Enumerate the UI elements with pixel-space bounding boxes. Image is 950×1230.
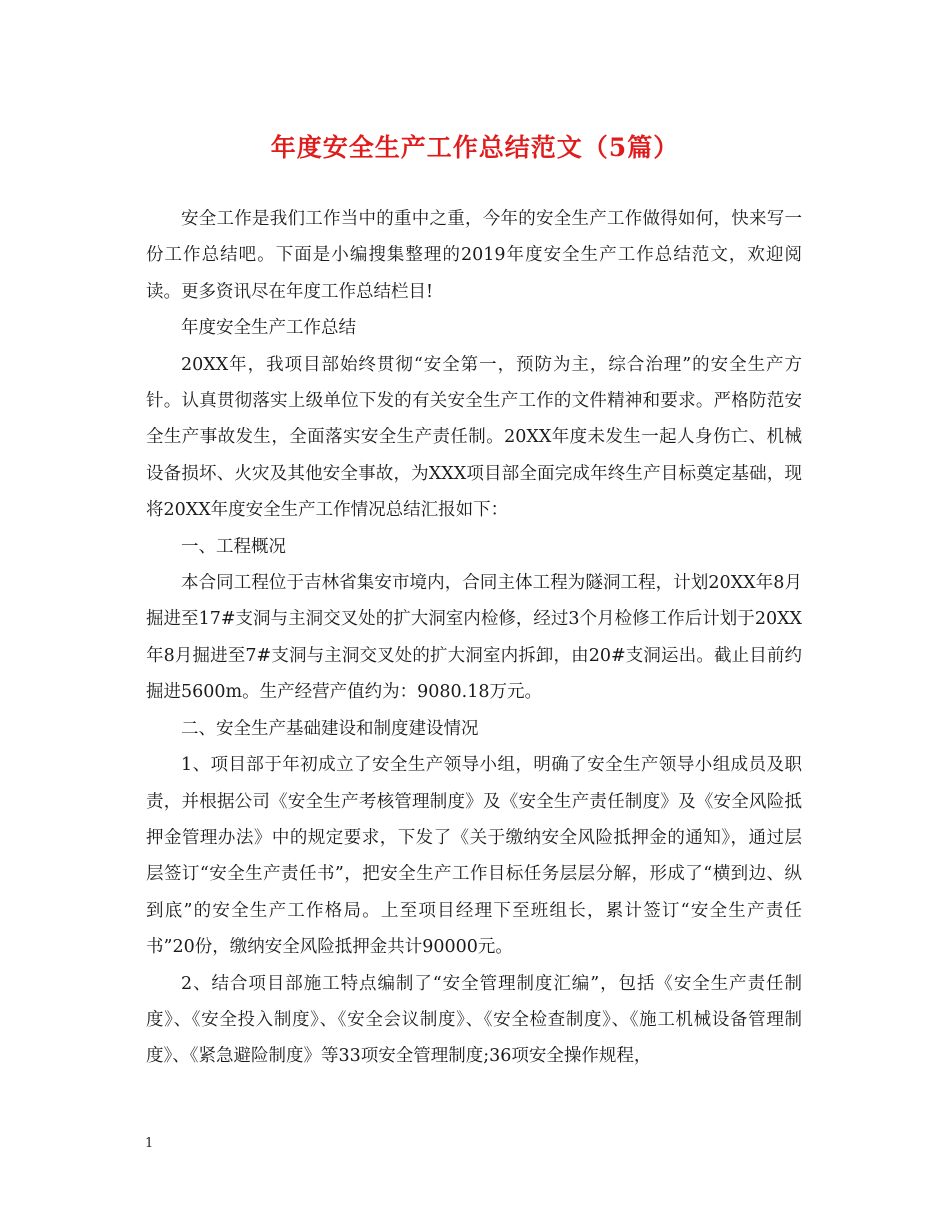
page-number: 1 — [145, 1136, 154, 1151]
paragraph-project: 本合同工程位于吉林省集安市境内，合同主体工程为隧洞工程，计划20XX年8月掘进至17#支洞与主洞交叉处的扩大洞室内检修，经过3个月检修工作后计划于20XX年8月掘进至7#支洞与主洞交叉处的扩大洞室内拆卸，由20#支洞运出。截止目前约掘进5600m。生产经营产值约为：9080.18万元。 — [146, 573, 802, 703]
paragraph-subtitle: 年度安全生产工作总结 — [181, 318, 356, 339]
document-title: 年度安全生产工作总结范文（5篇） — [270, 133, 680, 162]
paragraph-intro: 安全工作是我们工作当中的重中之重，今年的安全生产工作做得如何，快来写一份工作总结吧。下面是小编搜集整理的2019年度安全生产工作总结范文，欢迎阅读。更多资讯尽在年度工作总结栏目! — [146, 209, 802, 302]
document-body — [146, 201, 802, 1075]
section-heading-project: 一、工程概况 — [181, 536, 286, 557]
section-heading-safety-system: 二、安全生产基础建设和制度建设情况 — [181, 718, 479, 739]
paragraph-overview: 20XX年，我项目部始终贯彻“安全第一，预防为主，综合治理”的安全生产方针。认真贯彻落实上级单位下发的有关安全生产工作的文件精神和要求。严格防范安全生产事故发生，全面落实安全生产责任制。20XX年度未发生一起人身伤亡、机械设备损坏、火灾及其他安全事故，为XXX项目部全面完成年终生产目标奠定基础，现将20XX年度安全生产工作情况总结汇报如下： — [146, 354, 802, 521]
paragraph-item-1: 1、项目部于年初成立了安全生产领导小组，明确了安全生产领导小组成员及职责，并根据公司《安全生产考核管理制度》及《安全生产责任制度》及《安全风险抵押金管理办法》中的规定要求，下发了《关于缴纳安全风险抵押金的通知》，通过层层签订“安全生产责任书”，把安全生产工作目标任务层层分解，形成了“横到边、纵到底”的安全生产工作格局。上至项目经理下至班组长，累计签订“安全生产责任书”20份，缴纳安全风险抵押金共计90000元。 — [146, 755, 802, 958]
paragraph-item-2: 2、结合项目部施工特点编制了“安全管理制度汇编”，包括《安全生产责任制度》、《安全投入制度》、《安全会议制度》、《安全检查制度》、《施工机械设备管理制度》、《紧急避险制度》等33项安全管理制度;36项安全操作规程， — [146, 973, 802, 1067]
